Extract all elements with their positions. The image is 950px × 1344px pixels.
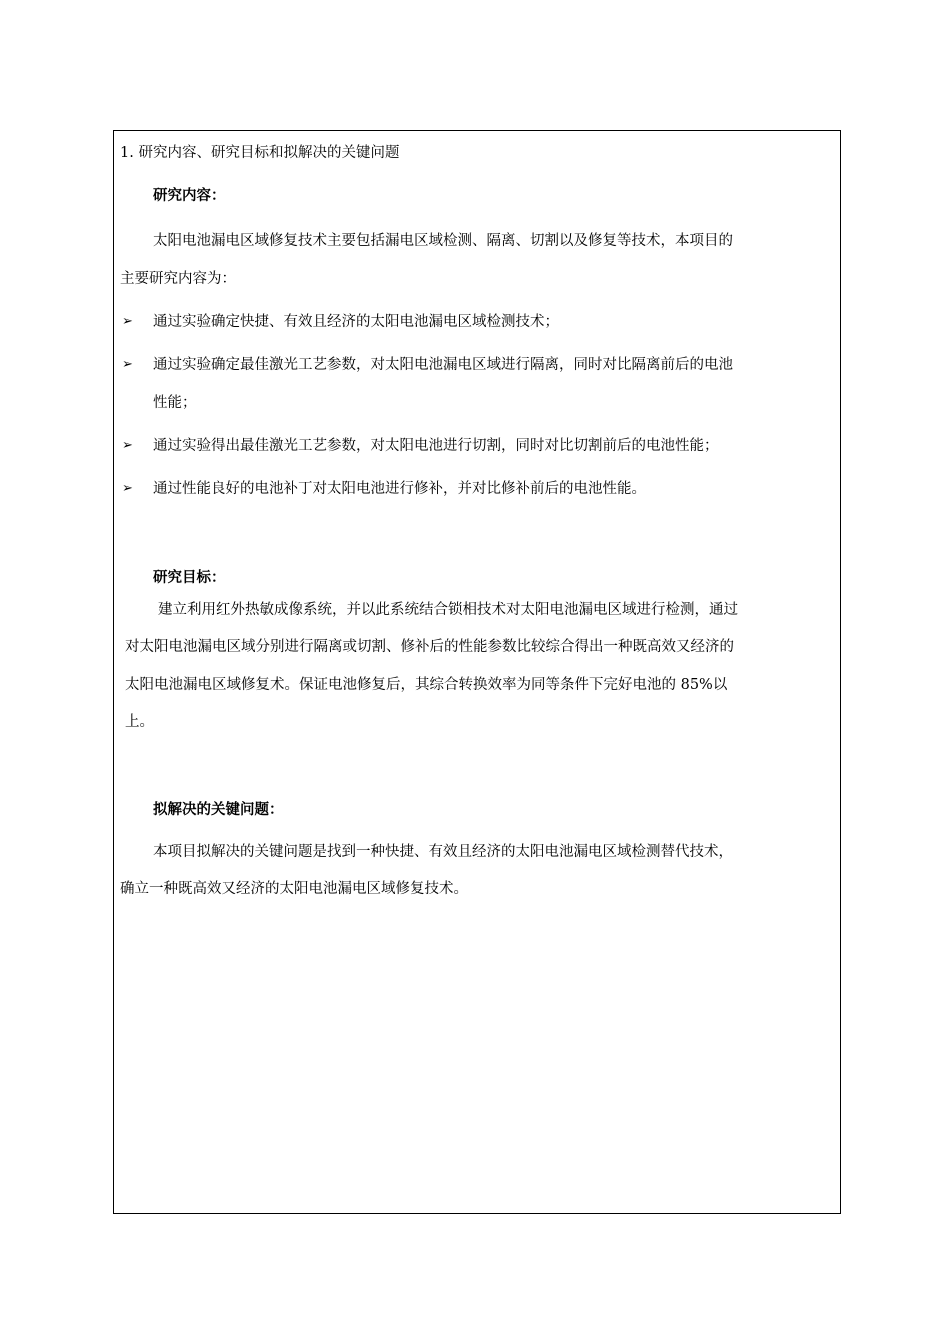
goal-line3: 太阳电池漏电区域修复术。保证电池修复后，其综合转换效率为同等条件下完好电池的 85%以: [125, 677, 728, 693]
key-problems-line1: 本项目拟解决的关键问题是找到一种快捷、有效且经济的太阳电池漏电区域检测替代技术，: [153, 844, 733, 860]
content-item-2-line2: 性能；: [153, 395, 197, 411]
goal-line4: 上。: [125, 714, 154, 730]
key-problems-line2: 确立一种既高效又经济的太阳电池漏电区域修复技术。: [120, 881, 468, 897]
content-item-1: 通过实验确定快捷、有效且经济的太阳电池漏电区域检测技术；: [153, 314, 559, 330]
content-item-3: 通过实验得出最佳激光工艺参数，对太阳电池进行切割，同时对比切割前后的电池性能；: [153, 438, 719, 454]
content-intro-line2: 主要研究内容为：: [120, 271, 236, 287]
content-heading: 研究内容：: [153, 187, 226, 204]
bullet-icon: ➢: [122, 314, 133, 329]
content-item-2-line1: 通过实验确定最佳激光工艺参数，对太阳电池漏电区域进行隔离，同时对比隔离前后的电池: [153, 357, 733, 373]
bullet-icon: ➢: [122, 438, 133, 453]
bullet-icon: ➢: [122, 481, 133, 496]
key-problems-heading: 拟解决的关键问题：: [153, 801, 284, 818]
content-frame: [113, 130, 841, 1214]
goal-line2: 对太阳电池漏电区域分别进行隔离或切割、修补后的性能参数比较综合得出一种既高效又经济的: [125, 639, 734, 655]
bullet-icon: ➢: [122, 357, 133, 372]
goal-heading: 研究目标：: [153, 569, 226, 586]
content-intro-line1: 太阳电池漏电区域修复技术主要包括漏电区域检测、隔离、切割以及修复等技术，本项目的: [153, 233, 733, 249]
goal-line1: 建立利用红外热敏成像系统，并以此系统结合锁相技术对太阳电池漏电区域进行检测，通过: [158, 602, 738, 618]
content-item-4: 通过性能良好的电池补丁对太阳电池进行修补，并对比修补前后的电池性能。: [153, 481, 646, 497]
section-title: 1. 研究内容、研究目标和拟解决的关键问题: [120, 145, 400, 161]
